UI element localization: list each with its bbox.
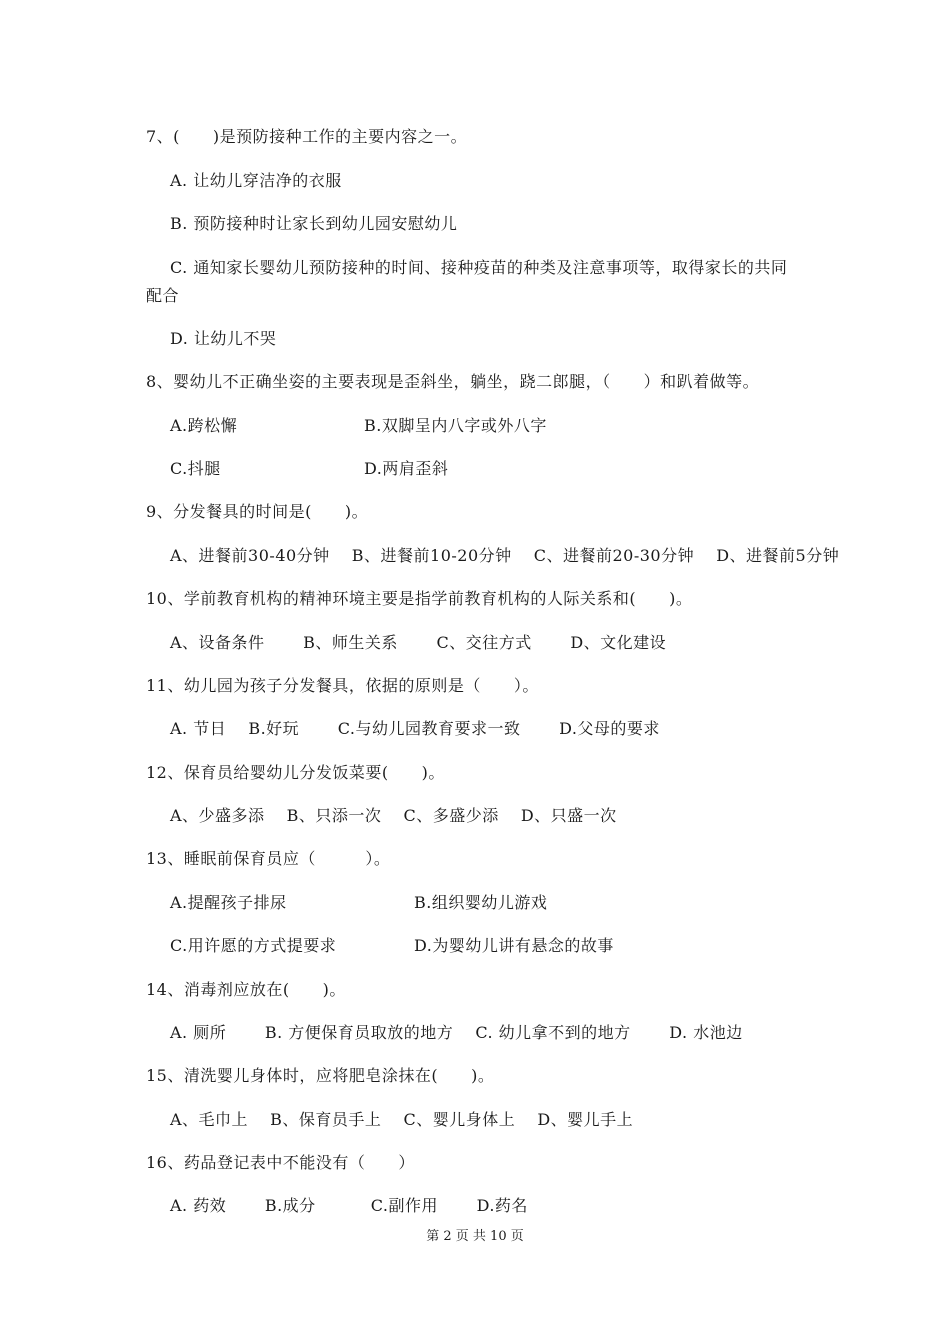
question-8-option-a: A.跨松懈 [170,416,238,435]
question-11-stem: 11、幼儿园为孩子分发餐具，依据的原则是（ ）。 [146,676,539,695]
question-10-stem: 10、学前教育机构的精神环境主要是指学前教育机构的人际关系和( )。 [146,589,693,608]
page-number-footer: 第 2 页 共 10 页 [426,1229,524,1244]
question-15-options: A、毛巾上 B、保育员手上 C、婴儿身体上 D、婴儿手上 [170,1110,634,1129]
question-13-option-d: D.为婴幼儿讲有悬念的故事 [414,936,614,955]
question-12-options: A、少盛多添 B、只添一次 C、多盛少添 D、只盛一次 [170,806,617,825]
question-7-option-c-line1: C. 通知家长婴幼儿预防接种的时间、接种疫苗的种类及注意事项等，取得家长的共同 [170,258,788,277]
question-9-options: A、进餐前30-40分钟 B、进餐前10-20分钟 C、进餐前20-30分钟 D、进餐前5分钟 [170,546,840,565]
question-13-option-c: C.用许愿的方式提要求 [170,936,337,955]
question-7-option-c-line2: 配合 [146,286,180,305]
question-16-options: A. 药效 B.成分 C.副作用 D.药名 [170,1196,528,1215]
question-9-stem: 9、分发餐具的时间是( )。 [146,502,369,521]
question-12-stem: 12、保育员给婴幼儿分发饭菜要( )。 [146,763,445,782]
question-14-stem: 14、消毒剂应放在( )。 [146,980,346,999]
question-7-option-d: D. 让幼儿不哭 [170,329,277,348]
question-8-stem: 8、婴幼儿不正确坐姿的主要表现是歪斜坐，躺坐，跷二郎腿，（ ）和趴着做等。 [146,372,760,391]
question-14-options: A. 厕所 B. 方便保育员取放的地方 C. 幼儿拿不到的地方 D. 水池边 [170,1023,743,1042]
question-13-stem: 13、睡眠前保育员应（ ）。 [146,849,391,868]
question-13-option-b: B.组织婴幼儿游戏 [414,893,548,912]
question-7-option-b: B. 预防接种时让家长到幼儿园安慰幼儿 [170,214,458,233]
question-8-option-b: B.双脚呈内八字或外八字 [364,416,547,435]
question-8-option-c: C.抖腿 [170,459,221,478]
question-13-option-a: A.提醒孩子排尿 [170,893,287,912]
question-16-stem: 16、药品登记表中不能没有（ ） [146,1153,415,1172]
question-7-stem: 7、( )是预防接种工作的主要内容之一。 [146,127,468,146]
question-8-option-d: D.两肩歪斜 [364,459,449,478]
question-10-options: A、设备条件 B、师生关系 C、交往方式 D、文化建设 [170,633,667,652]
question-11-options: A. 节日 B.好玩 C.与幼儿园教育要求一致 D.父母的要求 [170,719,660,738]
question-15-stem: 15、清洗婴儿身体时，应将肥皂涂抹在( )。 [146,1066,495,1085]
question-7-option-a: A. 让幼儿穿洁净的衣服 [170,171,342,190]
